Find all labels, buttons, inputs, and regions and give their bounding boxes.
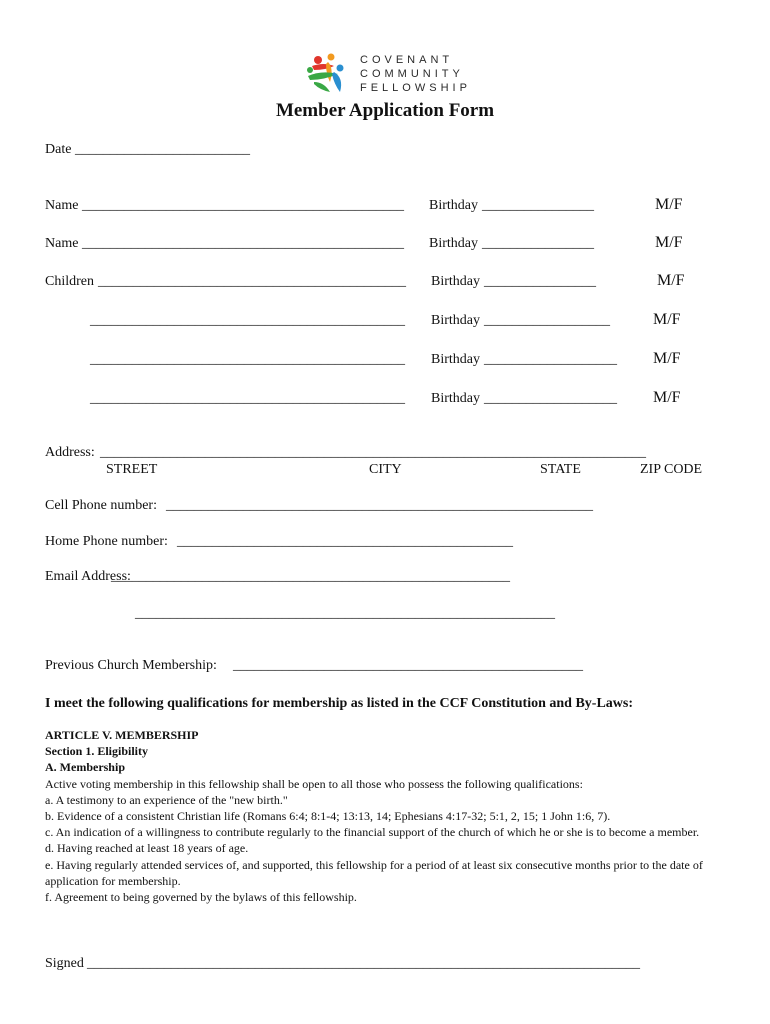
church-logo — [304, 52, 471, 96]
birthday-4-label: Birthday — [431, 313, 480, 328]
qualification-item: c. An indication of a willingness to contribute regularly to the financial support of the church of which he or she is to become a member. — [45, 825, 700, 840]
subsection-heading: A. Membership — [45, 760, 125, 775]
email-field[interactable]: _________________________________________________________ — [111, 569, 510, 584]
address-label: Address: — [45, 445, 95, 460]
birthday-2-field[interactable]: ________________ — [482, 236, 594, 251]
sex-1-option[interactable]: M/F — [655, 196, 683, 213]
cell-phone-field[interactable]: _____________________________________________________________ — [166, 498, 593, 513]
address-field[interactable]: ______________________________________________________________________________ — [100, 445, 646, 460]
home-phone-label: Home Phone number: — [45, 534, 168, 549]
logo-line-2: COMMUNITY — [360, 68, 464, 80]
cell-phone-label: Cell Phone number: — [45, 498, 157, 513]
sex-2-option[interactable]: M/F — [655, 234, 683, 251]
name-1-label: Name — [45, 198, 79, 213]
form-title: Member Application Form — [275, 100, 495, 121]
qualification-item: e. Having regularly attended services of, and supported, this fellowship for a period of at least six consecutive months prior to the date of application for membership. — [45, 857, 703, 888]
birthday-1-field[interactable]: ________________ — [482, 198, 594, 213]
sex-6-option[interactable]: M/F — [653, 389, 681, 406]
sex-5-option[interactable]: M/F — [653, 350, 681, 367]
logo-mark-icon — [304, 52, 356, 96]
street-caption: STREET — [106, 462, 158, 477]
children-label: Children — [45, 274, 94, 289]
date-label: Date — [45, 142, 72, 157]
state-caption: STATE — [540, 462, 581, 477]
birthday-5-label: Birthday — [431, 352, 480, 367]
article-heading: ARTICLE V. MEMBERSHIP — [45, 728, 199, 742]
article-intro: Active voting membership in this fellowship shall be open to all those who possess the following qualifications: — [45, 776, 583, 791]
qualification-item: f. Agreement to being governed by the bylaws of this fellowship. — [45, 890, 357, 905]
date-field[interactable]: _________________________ — [75, 142, 250, 157]
logo-line-3: FELLOWSHIP — [360, 82, 471, 94]
sex-4-option[interactable]: M/F — [653, 311, 681, 328]
birthday-5-field[interactable]: ___________________ — [484, 352, 617, 367]
birthday-4-field[interactable]: __________________ — [484, 313, 610, 328]
qualification-item: b. Evidence of a consistent Christian life (Romans 6:4; 8:1-4; 13:13, 14; Ephesians 4:17-32; 5:1, 2, 15; 1 John 1:6, 7). — [45, 809, 611, 824]
name-2-label: Name — [45, 236, 79, 251]
signed-label: Signed — [45, 956, 84, 971]
name-2-field[interactable]: ______________________________________________ — [82, 236, 404, 251]
name-1-field[interactable]: ______________________________________________ — [82, 198, 404, 213]
child-4-field[interactable]: _____________________________________________ — [90, 391, 405, 406]
previous-church-field[interactable]: __________________________________________________ — [233, 658, 583, 673]
birthday-6-label: Birthday — [431, 391, 480, 406]
qualifications-heading: I meet the following qualifications for membership as listed in the CCF Constitution and By-Laws: — [45, 696, 634, 711]
signature-field[interactable]: _______________________________________________________________________________ — [87, 956, 640, 971]
article-section — [45, 727, 725, 905]
section-heading: Section 1. Eligibility — [45, 744, 149, 759]
birthday-6-field[interactable]: ___________________ — [484, 391, 617, 406]
email-label: Email Address: — [45, 569, 131, 584]
previous-church-label: Previous Church Membership: — [45, 658, 217, 673]
child-1-field[interactable]: ____________________________________________ — [98, 274, 406, 289]
home-phone-field[interactable]: ________________________________________________ — [177, 534, 513, 549]
birthday-1-label: Birthday — [429, 198, 478, 213]
email-field-line-2[interactable]: ____________________________________________________________ — [135, 606, 555, 621]
qualification-item: a. A testimony to an experience of the "new birth." — [45, 792, 288, 807]
child-2-field[interactable]: _____________________________________________ — [90, 313, 405, 328]
birthday-3-label: Birthday — [431, 274, 480, 289]
birthday-3-field[interactable]: ________________ — [484, 274, 596, 289]
logo-line-1: COVENANT — [360, 54, 454, 66]
city-caption: CITY — [369, 462, 402, 477]
zip-caption: ZIP CODE — [640, 462, 703, 477]
birthday-2-label: Birthday — [429, 236, 478, 251]
sex-3-option[interactable]: M/F — [657, 272, 685, 289]
child-3-field[interactable]: _____________________________________________ — [90, 352, 405, 367]
qualification-item: d. Having reached at least 18 years of age. — [45, 841, 249, 856]
